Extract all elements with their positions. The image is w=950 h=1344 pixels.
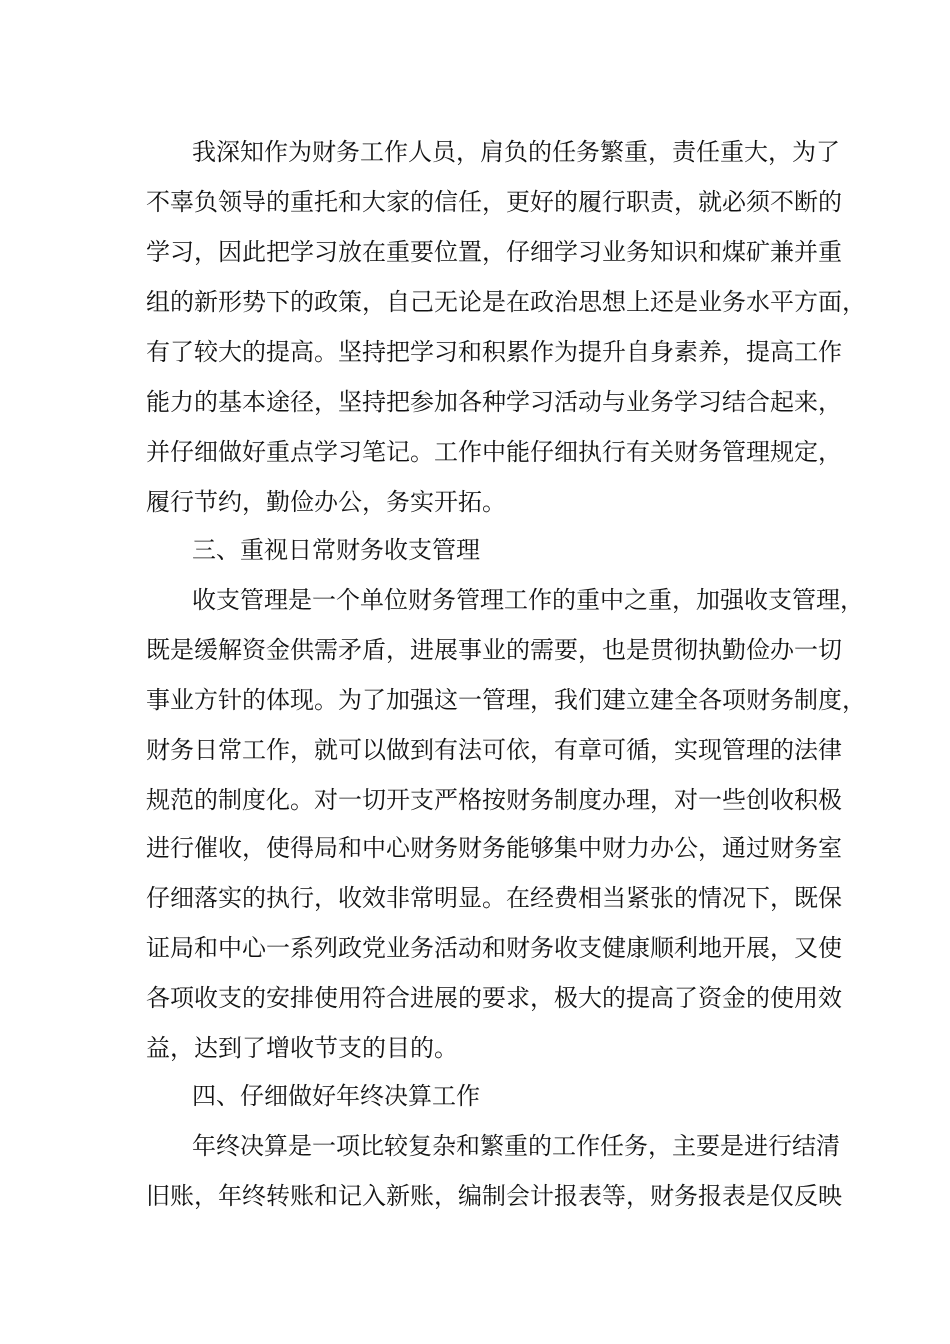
paragraph-line: 年终决算是一项比较复杂和繁重的工作任务，主要是进行结清	[192, 1132, 840, 1160]
paragraph-line: 履行节约，勤俭办公，务实开拓。	[146, 488, 506, 516]
paragraph-line: 旧账，年终转账和记入新账，编制会计报表等，财务报表是仅反映	[146, 1182, 842, 1210]
paragraph-line: 我深知作为财务工作人员，肩负的任务繁重，责任重大，为了	[192, 138, 840, 166]
paragraph-line: 仔细落实的执行，收效非常明显。在经费相当紧张的情况下，既保	[146, 884, 842, 912]
paragraph-line: 益，达到了增收节支的目的。	[146, 1034, 458, 1062]
paragraph-line: 进行催收，使得局和中心财务财务能够集中财力办公，通过财务室	[146, 834, 842, 862]
paragraph-line: 有了较大的提高。坚持把学习和积累作为提升自身素养，提高工作	[146, 338, 842, 366]
section-heading: 四、仔细做好年终决算工作	[192, 1082, 480, 1110]
paragraph-line: 学习，因此把学习放在重要位置，仔细学习业务知识和煤矿兼并重	[146, 238, 842, 266]
paragraph-line: 财务日常工作，就可以做到有法可依，有章可循，实现管理的法律	[146, 736, 842, 764]
paragraph-line: 证局和中心一系列政党业务活动和财务收支健康顺利地开展，又使	[146, 934, 842, 962]
paragraph-line: 不辜负领导的重托和大家的信任，更好的履行职责，就必须不断的	[146, 188, 842, 216]
paragraph-line: 收支管理是一个单位财务管理工作的重中之重，加强收支管理，	[192, 586, 864, 614]
paragraph-line: 事业方针的体现。为了加强这一管理，我们建立建全各项财务制度，	[146, 686, 866, 714]
paragraph-line: 既是缓解资金供需矛盾，进展事业的需要，也是贯彻执勤俭办一切	[146, 636, 842, 664]
paragraph-line: 规范的制度化。对一切开支严格按财务制度办理，对一些创收积极	[146, 786, 842, 814]
paragraph-line: 并仔细做好重点学习笔记。工作中能仔细执行有关财务管理规定，	[146, 438, 842, 466]
paragraph-line: 组的新形势下的政策，自己无论是在政治思想上还是业务水平方面，	[146, 288, 866, 316]
paragraph-line: 能力的基本途径，坚持把参加各种学习活动与业务学习结合起来，	[146, 388, 842, 416]
section-heading: 三、重视日常财务收支管理	[192, 536, 480, 564]
paragraph-line: 各项收支的安排使用符合进展的要求，极大的提高了资金的使用效	[146, 984, 842, 1012]
